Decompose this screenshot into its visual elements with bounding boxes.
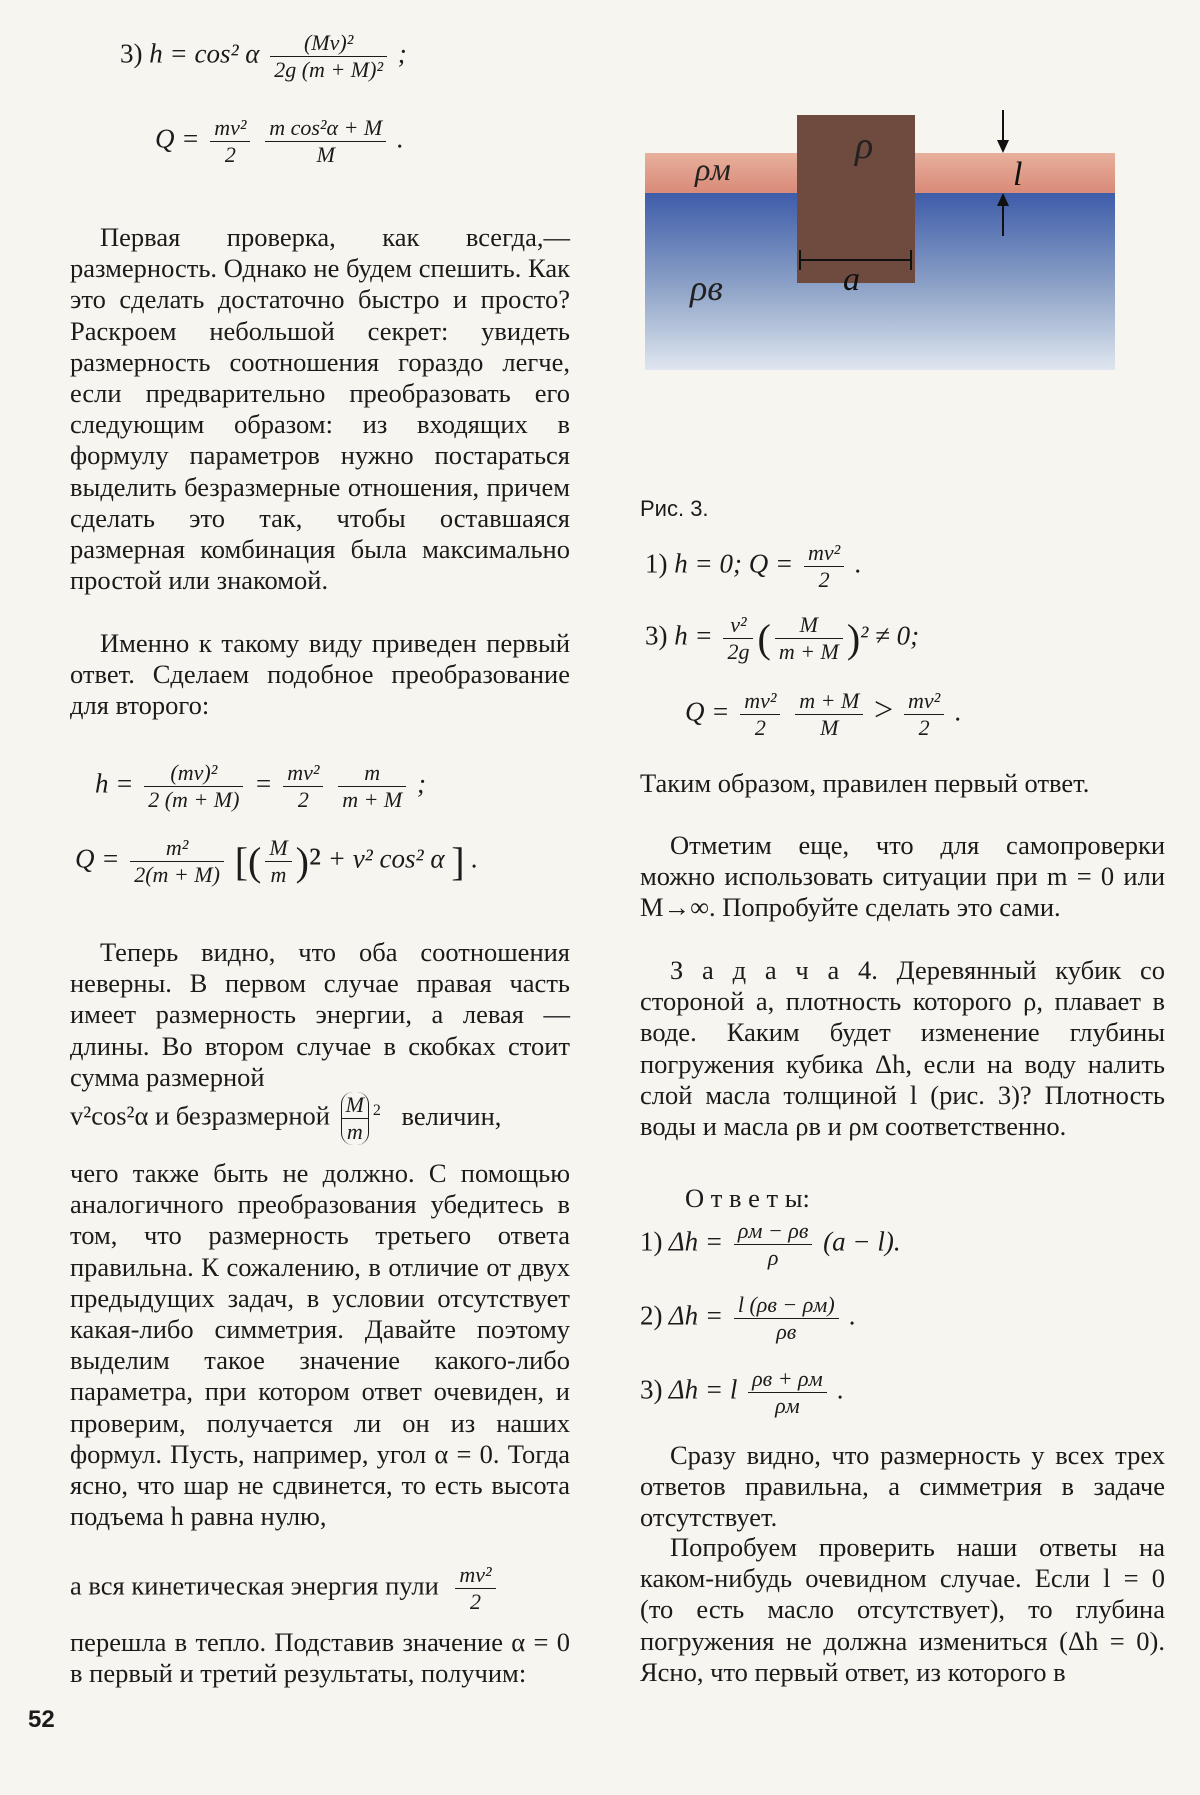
- equation-result3-q: Q = $\frac{\text{mv²}}{2}$ $\frac{m + M}{M}$ > $\frac{\text{mv²}}{2}$ .: [685, 688, 962, 740]
- fraction: $\frac{M}{m + M}$: [775, 612, 843, 665]
- answer-2: 2) Δh = $\frac{l (\rho в - \rho м)}{\rho в}$ .: [640, 1292, 857, 1344]
- fraction: $\frac{\text{m cos²α + M}}{M}$: [265, 115, 386, 168]
- paragraph-symmetry: чего также быть не должно. С помощью аналогичного преобразования убедитесь в том, что размерность третьего ответа правильна. К сожалению, в отличие от двух предыдущих задач, в условии отсутствует какая-либо симметрия. Давайте поэтому выделим такое значение какого-либо параметра, при котором ответ очевиден, и проверим, получается ли он из наших формул. Пусть, например, угол α = 0. Тогда ясно, что шар не сдвинется, то есть высота подъема h равна нулю,: [70, 1158, 570, 1532]
- label-l: l: [1013, 156, 1023, 193]
- paragraph-problem-4: З а д а ч а 4. Деревянный кубик со стороной a, плотность которого ρ, плавает в воде. Каким будет изменение глубины погружения кубика Δh, если на воду налить слой масла толщиной l (рис. 3)? Плотность воды и масла ρв и ρм соответственно.: [640, 955, 1165, 1142]
- paragraph-dimension-check: Первая проверка, как всегда,— размерность. Однако не будем спешить. Как это сделать достаточно быстро и просто? Раскроем небольшой секрет: увидеть размерность соотношения гораздо легче, если предварительно преобразовать его следующим образом: из входящих в формулу параметров нужно постараться выделить безразмерные отношения, причем сделать это так, чтобы оставшаяся размерная комбинация была максимально простой или знакомой.: [70, 222, 570, 596]
- paragraph-both-incorrect: Теперь видно, что оба соотношения неверны. В первом случае правая часть имеет размерность энергии, а левая — длины. Во втором случае в скобках стоит сумма размерной: [70, 937, 570, 1092]
- fraction: $\frac{\text{mv²}}{2}$: [455, 1562, 495, 1615]
- fraction: $\frac{\text{m²}}{2(m + M)}$: [130, 835, 224, 888]
- paragraph-conclusion: Таким образом, правилен первый ответ.: [640, 768, 1090, 798]
- fraction: $\frac{l (\rho в - \rho м)}{\rho в}$: [734, 1292, 839, 1345]
- fraction: $\frac{\text{mv²}}{2}$: [283, 760, 323, 813]
- fraction: $\frac{m + M}{M}$: [795, 688, 863, 741]
- answers-title: О т в е т ы:: [685, 1183, 810, 1213]
- label-rho-oil: ρм: [695, 151, 731, 187]
- fraction: $\frac{\text{(mv)²}}{2 (m + M)}$: [144, 760, 243, 813]
- fraction: $\frac{m}{m + M}$: [338, 760, 406, 813]
- kinetic-energy-line: а вся кинетическая энергия пули $\frac{\text{mv²}}{2}$: [70, 1562, 570, 1615]
- answer-3: 3) Δh = l $\frac{\rho в + \rho м}{\rho м}$ .: [640, 1366, 845, 1418]
- label-rho: ρ: [855, 125, 874, 167]
- paragraph-obvious-case: Попробуем проверить наши ответы на каком-нибудь очевидном случае. Если l = 0 (то есть масло отсутствует), то глубина погружения не должна измениться (Δh = 0). Ясно, что первый ответ, из которого в: [640, 1532, 1165, 1687]
- equation-result1: 1) h = 0; Q = $\frac{\text{mv²}}{2}$ .: [645, 540, 862, 592]
- fraction: $\frac{M}{m}$: [265, 835, 291, 888]
- figure-caption: Рис. 3.: [640, 496, 709, 521]
- equation-h3: 3) h = cos² α $\frac{\text{(Mv)²}}{\text{2g (m + M)²}}$ ;: [120, 30, 407, 82]
- label-a: a: [843, 261, 860, 298]
- paragraph-self-check: Отметим еще, что для самопроверки можно использовать ситуации при m = 0 или M→∞. Попробуйте сделать это сами.: [640, 830, 1165, 923]
- equation-q-transformed: Q = $\frac{\text{m²}}{2(m + M)}$ [( $\frac{M}{m}$ )² + v² cos² α ] .: [75, 835, 479, 887]
- fraction: $\frac{\text{mv²}}{2}$: [904, 688, 944, 741]
- fraction: $\frac{\text{mv²}}{2}$: [210, 115, 250, 168]
- paragraph-dimension-correct: Сразу видно, что размерность у всех трех ответов правильна, а симметрия в задаче отсутствует.: [640, 1440, 1165, 1533]
- fraction: $\frac{\text{mv²}}{2}$: [740, 688, 780, 741]
- equation-q3: Q = $\frac{\text{mv²}}{2}$ $\frac{\text{m cos²α + M}}{M}$ .: [155, 115, 404, 167]
- fraction: $\frac{M}{m}$: [341, 1092, 369, 1145]
- fraction: $\frac{\text{(Mv)²}}{\text{2g (m + M)²}}$: [270, 30, 387, 83]
- fraction: $\frac{\text{v²}}{2g}$: [723, 612, 753, 665]
- figure-floating-cube: [645, 110, 1115, 370]
- page-number: 52: [28, 1706, 55, 1733]
- fraction: $\frac{\rho в + \rho м}{\rho м}$: [748, 1366, 827, 1419]
- answer-1: 1) Δh = $\frac{\rho м - \rho в}{\rho}$ (a − l).: [640, 1218, 901, 1270]
- label-rho-water: ρв: [690, 268, 723, 308]
- fraction: $\frac{\text{mv²}}{2}$: [804, 540, 844, 593]
- equation-result3-h: 3) h = $\frac{\text{v²}}{2g}$ ( $\frac{M}{m + M}$ )² ≠ 0;: [645, 612, 920, 664]
- paragraph-heat: перешла в тепло. Подставив значение α = 0 в первый и третий результаты, получим:: [70, 1627, 570, 1689]
- fraction: $\frac{\rho м - \rho в}{\rho}$: [734, 1218, 813, 1271]
- inline-dimensionless-line: v²cos²α и безразмерной $\frac{M}{m}$ $^2$ величин,: [70, 1092, 502, 1144]
- paragraph-transform: Именно к такому виду приведен первый ответ. Сделаем подобное преобразование для второго:: [70, 628, 570, 721]
- equation-h-transformed: h = $\frac{\text{(mv)²}}{2 (m + M)}$ = $\frac{\text{mv²}}{2}$ $\frac{m}{m + M}$ ;: [95, 760, 426, 812]
